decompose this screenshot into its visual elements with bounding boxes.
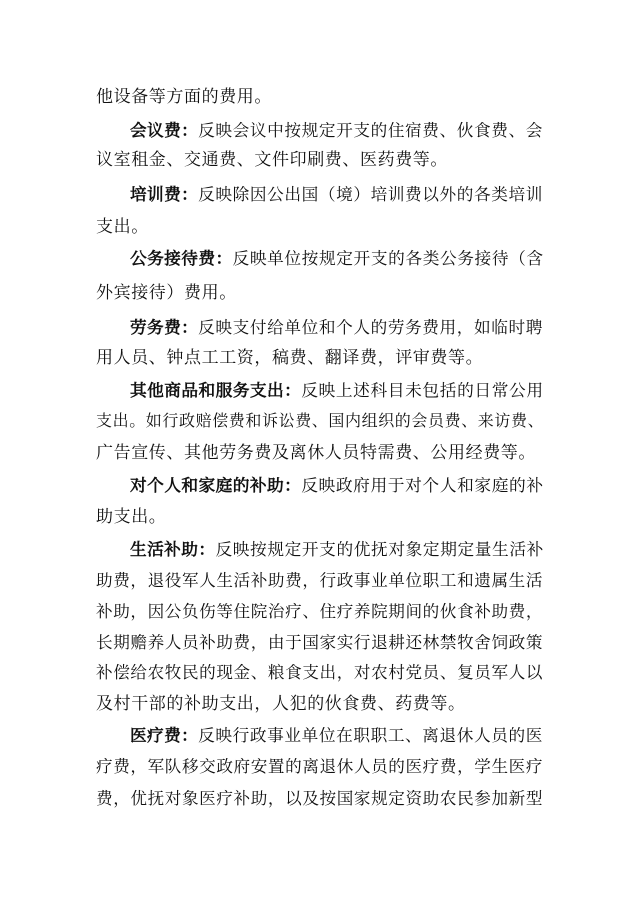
paragraph-first-line bbox=[130, 535, 546, 565]
term-separator: ： bbox=[284, 475, 302, 495]
body-text-line bbox=[96, 278, 546, 308]
line-text: 反映单位按规定开支的各类公务接待（含 bbox=[232, 249, 544, 268]
line-text: 及村干部的补助支出，人犯的伙食费、药费等。 bbox=[96, 694, 466, 714]
paragraph-first-line bbox=[130, 244, 546, 274]
body-text-line bbox=[96, 752, 546, 782]
line-text: 反映会议中按规定开支的住宿费、伙食费、会 bbox=[198, 121, 543, 140]
line-text: 疗费，军队移交政府安置的离退休人员的医疗费，学生医疗 bbox=[96, 757, 544, 776]
term-separator: ： bbox=[181, 121, 199, 140]
paragraph-first-line bbox=[130, 180, 546, 210]
term-heading: 医疗费 bbox=[130, 726, 182, 745]
line-text: 反映行政事业单位在职职工、离退休人员的医 bbox=[198, 726, 543, 745]
paragraph-first-line bbox=[130, 116, 546, 146]
paragraph-first-line bbox=[130, 470, 546, 500]
line-text: 助支出。 bbox=[96, 507, 167, 527]
term-heading: 公务接待费 bbox=[130, 249, 216, 268]
term-separator: ： bbox=[181, 726, 199, 745]
line-text: 议室租金、交通费、文件印刷费、医药费等。 bbox=[96, 150, 448, 170]
body-text-line bbox=[96, 628, 546, 658]
line-text: 反映政府用于对个人和家庭的补 bbox=[301, 475, 544, 495]
paragraph-first-line bbox=[130, 721, 546, 751]
line-text: 费，优抚对象医疗补助，以及按国家规定资助农民参加新型 bbox=[96, 789, 544, 808]
body-text-line bbox=[96, 145, 546, 175]
line-text: 广告宣传、其他劳务费及离休人员特需费、公用经费等。 bbox=[96, 443, 536, 463]
line-text: 反映按规定开支的优抚对象定期定量生活补 bbox=[215, 540, 544, 559]
term-separator: ： bbox=[181, 185, 199, 204]
term-heading: 培训费 bbox=[130, 185, 182, 204]
line-text: 补助，因公负伤等住院治疗、住疗养院期间的伙食补助费， bbox=[96, 602, 544, 621]
paragraph-first-line bbox=[130, 313, 546, 343]
body-text-line bbox=[96, 689, 546, 719]
line-text: 外宾接待）费用。 bbox=[96, 283, 237, 303]
line-text: 反映除因公出国（境）培训费以外的各类培训 bbox=[198, 185, 543, 204]
body-text-line bbox=[96, 406, 546, 436]
body-text-line bbox=[96, 82, 546, 112]
line-text: 长期赡养人员补助费，由于国家实行退耕还林禁牧舍饲政策 bbox=[96, 633, 544, 652]
line-text: 支出。 bbox=[96, 217, 149, 237]
term-heading: 生活补助 bbox=[130, 540, 199, 559]
term-heading: 劳务费 bbox=[130, 318, 182, 337]
line-text: 补偿给农牧民的现金、粮食支出，对农村党员、复员军人以 bbox=[96, 663, 544, 682]
term-separator: ： bbox=[198, 540, 216, 559]
term-separator: ： bbox=[181, 318, 199, 337]
term-heading: 对个人和家庭的补助 bbox=[130, 475, 285, 495]
body-text-line bbox=[96, 502, 546, 532]
line-text: 他设备等方面的费用。 bbox=[96, 87, 272, 107]
term-heading: 其他商品和服务支出 bbox=[130, 380, 285, 400]
line-text: 支出。如行政赔偿费和诉讼费、国内组织的会员费、来访费、 bbox=[96, 411, 545, 430]
body-text-line bbox=[96, 784, 546, 814]
body-text-line bbox=[96, 566, 546, 596]
body-text-line bbox=[96, 597, 546, 627]
body-text-line bbox=[96, 212, 546, 242]
paragraph-first-line bbox=[130, 375, 546, 405]
line-text: 助费，退役军人生活补助费，行政事业单位职工和遗属生活 bbox=[96, 571, 544, 590]
body-text-line bbox=[96, 343, 546, 373]
line-text: 反映支付给单位和个人的劳务费用，如临时聘 bbox=[198, 318, 543, 337]
term-separator: ： bbox=[215, 249, 233, 268]
line-text: 用人员、钟点工工资，稿费、翻译费，评审费等。 bbox=[96, 348, 484, 368]
body-text-line bbox=[96, 438, 546, 468]
body-text-line bbox=[96, 658, 546, 688]
line-text: 反映上述科目未包括的日常公用 bbox=[301, 380, 544, 400]
term-separator: ： bbox=[284, 380, 302, 400]
term-heading: 会议费 bbox=[130, 121, 182, 140]
